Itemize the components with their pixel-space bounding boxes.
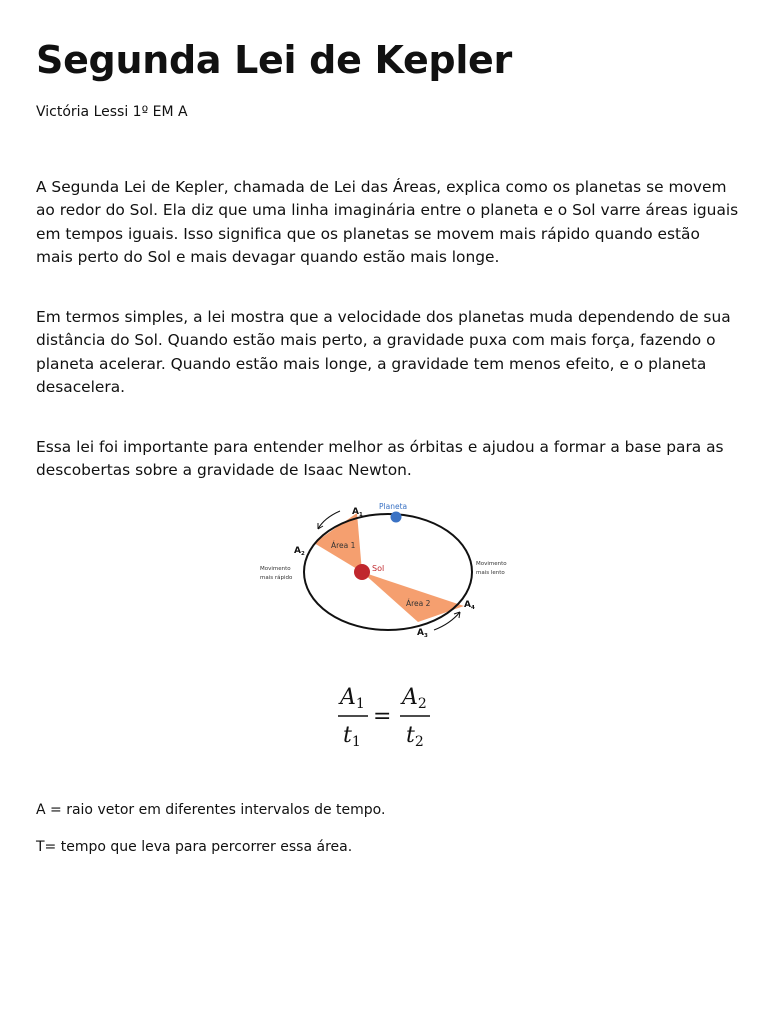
- sun-circle: [354, 564, 370, 580]
- paragraph-2: Em termos simples, a lei mostra que a velocidade dos planetas muda dependendo de sua distância do Sol. Quando estão mais perto, a gravidade puxa com mais força, fazendo o planeta acelerar. Quando estão mais longe, a gravidade tem menos efeito, e o planeta desacelera.: [36, 308, 731, 396]
- denominator-right: t2: [406, 723, 424, 750]
- legend-line-a: A = raio vetor em diferentes intervalos de tempo.: [36, 802, 386, 818]
- equals-sign: =: [373, 704, 392, 729]
- numerator-left: A1: [340, 685, 365, 712]
- kepler-equation: [328, 676, 440, 756]
- paragraph-3: Essa lei foi importante para entender melhor as órbitas e ajudou a formar a base para as descobertas sobre a gravidade de Isaac Newton.: [36, 438, 724, 480]
- orbit-diagram: [252, 496, 522, 646]
- area-1-label: Área 1: [331, 541, 356, 550]
- a2-label: $A_2$: [294, 546, 305, 557]
- planet-circle: [391, 512, 402, 523]
- area-2-label: Área 2: [406, 599, 431, 608]
- area-2-shape: [362, 572, 464, 622]
- fast-motion-label-2: mais rápido: [260, 575, 293, 581]
- orbit-ellipse: [304, 514, 472, 630]
- denominator-left: t1: [343, 723, 361, 750]
- slow-motion-label-1: Movimento: [476, 561, 507, 567]
- document-title: Segunda Lei de Kepler: [36, 38, 512, 82]
- slow-motion-label-2: mais lento: [476, 570, 505, 576]
- legend-line-t: T= tempo que leva para percorrer essa área.: [36, 839, 353, 855]
- numerator-right: A2: [402, 685, 427, 712]
- author-line: Victória Lessi 1º EM A: [36, 104, 188, 120]
- a4-label: $A_4$: [464, 600, 475, 611]
- sun-label: Sol: [372, 564, 385, 573]
- a1-label: $A_1$: [352, 507, 363, 518]
- fast-motion-arrowhead: [318, 523, 323, 529]
- planet-label: Planeta: [379, 502, 408, 511]
- fast-motion-label-1: Movimento: [260, 566, 291, 572]
- paragraph-1: A Segunda Lei de Kepler, chamada de Lei das Áreas, explica como os planetas se movem ao redor do Sol. Ela diz que uma linha imaginária entre o planeta e o Sol varre áreas iguais em tempos iguais. Isso significa que os planetas se movem mais rápido quando estão mais perto do Sol e mais devagar quando estão mais longe.: [36, 178, 739, 266]
- a3-label: $A_3$: [417, 628, 428, 639]
